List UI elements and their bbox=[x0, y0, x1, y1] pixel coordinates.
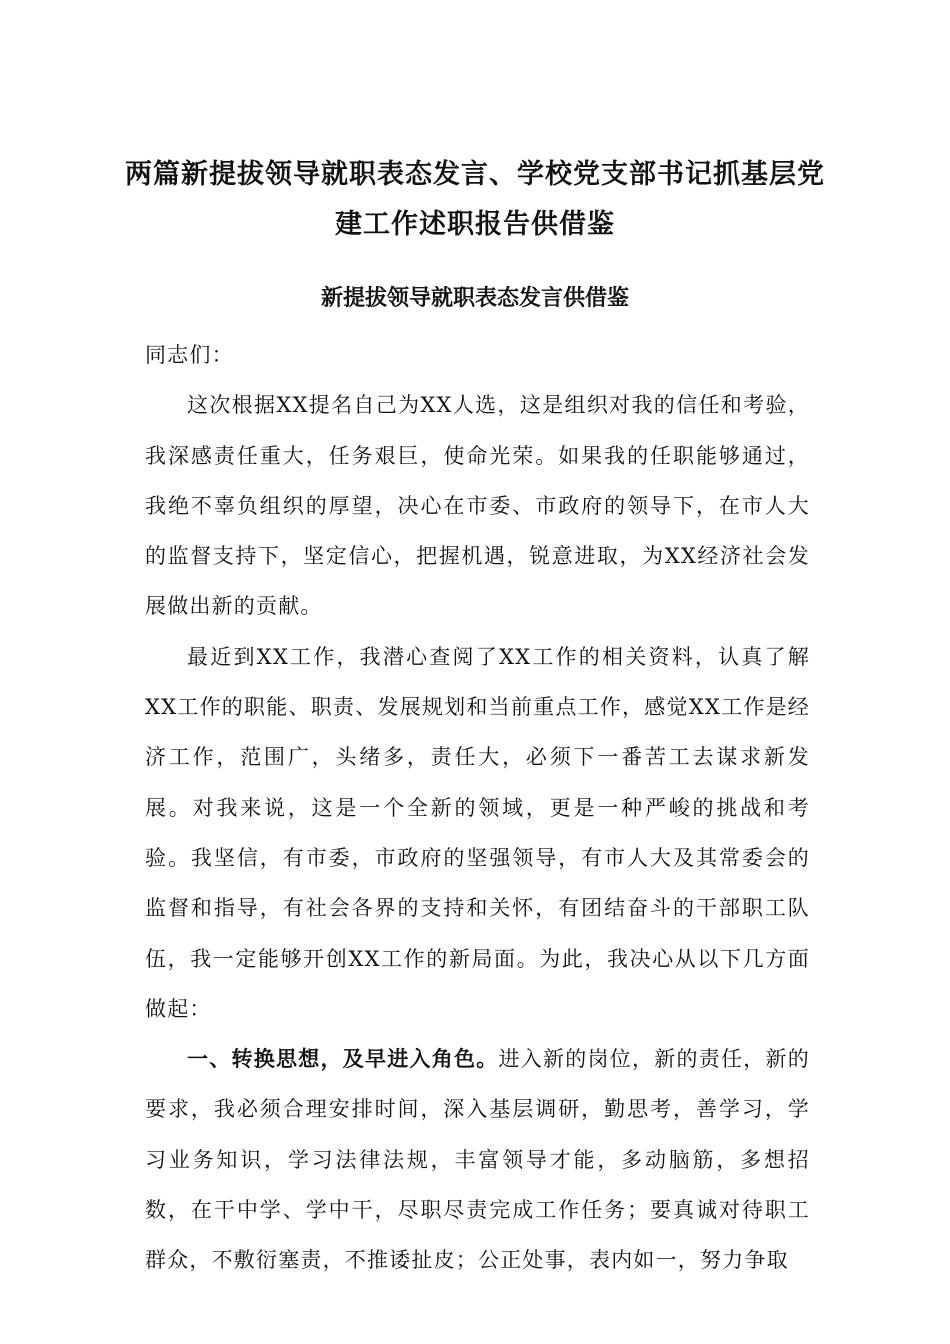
document-body bbox=[145, 330, 810, 1286]
paragraph-text: 进入新的岗位，新的责任，新的要求，我必须合理安排时间，深入基层调研，勤思考，善学习，学习业务知识，学习法律法规，丰富领导才能，多动脑筋，多想招数，在干中学、学中干，尽职尽责完成工作任务；要真诚对待职工群众，不敷衍塞责，不推诿扯皮；公正处事，表内如一，努力争取 bbox=[145, 1047, 810, 1273]
salutation: 同志们： bbox=[145, 343, 234, 367]
paragraph bbox=[145, 1034, 810, 1285]
paragraph bbox=[145, 632, 810, 1034]
paragraph-text: 这次根据XX提名自己为XX人选，这是组织对我的信任和考验，我深感责任重大，任务艰巨，使命光荣。如果我的任职能够通过，我绝不辜负组织的厚望，决心在市委、市政府的领导下，在市人大的监督支持下，坚定信心，把握机遇，锐意进取，为XX经济社会发展做出新的贡献。 bbox=[145, 393, 810, 619]
paragraph bbox=[145, 380, 810, 631]
paragraph-text: 最近到XX工作，我潜心查阅了XX工作的相关资料，认真了解XX工作的职能、职责、发展规划和当前重点工作，感觉XX工作是经济工作，范围广，头绪多，责任大，必须下一番苦工去谋求新发展。对我来说，这是一个全新的领域，更是一种严峻的挑战和考验。我坚信，有市委，市政府的坚强领导，有市人大及其常委会的监督和指导，有社会各界的支持和关怀，有团结奋斗的干部职工队伍，我一定能够开创XX工作的新局面。为此，我决心从以下几方面做起： bbox=[145, 644, 810, 1021]
paragraph-lead: 一、转换思想，及早进入角色。 bbox=[187, 1046, 499, 1072]
section-title: 新提拔领导就职表态发言供借鉴 bbox=[320, 285, 629, 311]
document-title: 两篇新提拔领导就职表态发言、学校党支部书记抓基层党建工作述职报告供借鉴 bbox=[125, 159, 825, 240]
